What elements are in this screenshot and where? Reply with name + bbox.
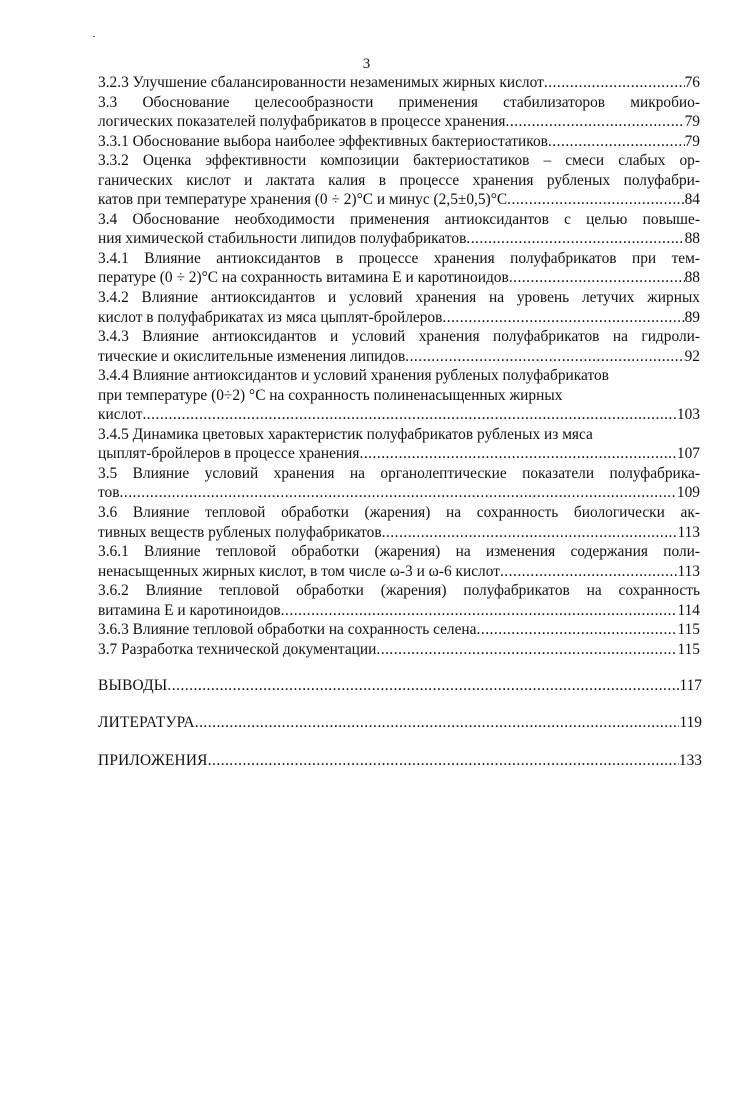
toc-entry-line: логических показателей полуфабрикатов в процессе хранения [98, 113, 506, 131]
toc-entry-line: ганических кислот и лактата калия в процессе хранения рубленых полуфабри- [98, 171, 700, 189]
section-title: ПРИЛОЖЕНИЯ [98, 752, 208, 769]
toc-entry-3-6-1[interactable] [98, 542, 700, 581]
toc-entry-page: 115 [677, 640, 700, 658]
dot-leader [544, 73, 685, 93]
toc-entry-line: тивных веществ рубленых полуфабрикатов [98, 523, 382, 541]
dot-leader [466, 229, 684, 249]
toc-entry-line: 3.5 Влияние условий хранения на органолептические показатели полуфабрика- [98, 464, 700, 482]
toc-entry-title: 3.6.3 Влияние тепловой обработки на сохранность селена [98, 621, 477, 639]
toc-entry-page: 107 [676, 445, 700, 463]
toc-entry-3-4-3[interactable] [98, 327, 700, 366]
scan-speck [93, 36, 95, 37]
section-title: ВЫВОДЫ [98, 677, 168, 694]
toc-entry-line: 3.3 Обоснование целесообразности применения стабилизаторов микробио- [98, 93, 700, 111]
dot-leader [405, 347, 684, 367]
toc-entry-title: 3.2.3 Улучшение сбалансированности незаменимых жирных кислот [98, 74, 544, 91]
toc-entry-3-5[interactable] [98, 464, 700, 503]
dot-leader [281, 601, 678, 621]
section-page: 119 [679, 714, 702, 731]
toc-entry-title: 3.7 Разработка технической документации [98, 640, 377, 658]
section-page: 117 [679, 677, 702, 694]
toc-entry-line: катов при температуре хранения (0 ÷ 2)°С и минус (2,5±0,5)°С [98, 191, 508, 209]
dot-leader [208, 752, 679, 770]
dot-leader [382, 523, 678, 543]
toc-entry-page: 79 [684, 132, 700, 150]
toc-entry-line: 3.4.1 Влияние антиоксидантов в процессе хранения полуфабрикатов при тем- [98, 249, 700, 267]
toc-entry-3-3-1[interactable] [98, 132, 700, 152]
toc-entry-line: витамина Е и каротиноидов [98, 601, 281, 619]
toc-entry-3-4-4[interactable] [98, 366, 700, 425]
toc-entry-3-4-1[interactable] [98, 249, 700, 288]
toc-entry-line: тические и окислительные изменения липидов [98, 347, 406, 365]
toc-entry-title: 3.3.1 Обоснование выбора наиболее эффективных бактериостатиков [98, 132, 548, 150]
toc-entry-page: 103 [676, 406, 700, 424]
toc-entry-3-4[interactable] [98, 210, 700, 249]
toc-entry-page: 92 [684, 347, 700, 365]
toc-entry-page: 88 [684, 230, 700, 248]
toc-entry-page: 114 [677, 601, 700, 619]
toc-entry-line: ненасыщенных жирных кислот, в том числе ω-3 и ω-6 кислот [98, 562, 500, 580]
toc-entry-3-6-2[interactable] [98, 581, 700, 620]
section-page: 133 [678, 752, 702, 769]
dot-leader [195, 714, 680, 732]
toc-entry-line: 3.4.4 Влияние антиоксидантов и условий хранения рубленых полуфабрикатов [98, 367, 609, 385]
toc-entry-page: 113 [677, 523, 700, 541]
toc-entry-page: 109 [676, 484, 700, 502]
dot-leader [507, 190, 684, 210]
toc-entry-3-3[interactable] [98, 93, 700, 132]
toc-entry-line: ния химической стабильности липидов полуфабрикатов [98, 230, 467, 248]
toc-entry-page: 115 [677, 621, 700, 639]
toc-entry-page: 84 [684, 191, 700, 209]
dot-leader [142, 405, 676, 425]
dot-leader [509, 268, 685, 288]
toc-entry-page: 113 [677, 562, 700, 580]
dot-leader [500, 562, 678, 582]
toc-entry-3-4-5[interactable] [98, 425, 700, 464]
toc-entry-line: 3.6.1 Влияние тепловой обработки (жарения) на изменения содержания поли- [98, 543, 700, 561]
toc-entry-line: при температуре (0÷2) °С на сохранность полиненасыщенных жирных [98, 386, 563, 404]
dot-leader [506, 112, 685, 132]
dot-leader [548, 132, 685, 152]
toc-entry-3-3-2[interactable] [98, 151, 700, 210]
toc-entry-line: тов [98, 484, 120, 502]
dot-leader [442, 308, 684, 328]
dot-leader [477, 620, 678, 640]
page-number: 3 [362, 56, 371, 72]
toc-entry-page: 88 [684, 269, 700, 287]
toc-entry-line: 3.6.2 Влияние тепловой обработки (жарения) полуфабрикатов на сохранность [98, 582, 700, 600]
toc-entry-line: кислот в полуфабрикатах из мяса цыплят-бройлеров [98, 308, 443, 326]
toc-section-appendices[interactable] [98, 752, 702, 770]
section-title: ЛИТЕРАТУРА [98, 714, 195, 731]
toc-entry-3-2-3[interactable] [98, 73, 700, 93]
toc-section-literature[interactable] [98, 714, 702, 732]
dot-leader [120, 483, 677, 503]
toc-entry-page: 79 [684, 113, 700, 131]
toc-entry-line: пературе (0 ÷ 2)°С на сохранность витамина Е и каротиноидов [98, 269, 509, 287]
dot-leader [376, 640, 677, 660]
toc-entry-3-4-2[interactable] [98, 288, 700, 327]
toc-entry-3-6[interactable] [98, 503, 700, 542]
toc-entry-line: 3.4.3 Влияние антиоксидантов и условий хранения полуфабрикатов на гидроли- [98, 328, 700, 346]
toc-entry-line: 3.4.2 Влияние антиоксидантов и условий хранения на уровень летучих жирных [98, 289, 700, 307]
table-of-contents [98, 73, 700, 659]
toc-entry-line: 3.4.5 Динамика цветовых характеристик полуфабрикатов рубленых из мяса [98, 425, 593, 443]
toc-entry-3-6-3[interactable] [98, 620, 700, 640]
dot-leader [359, 444, 676, 464]
toc-entry-line: кислот [98, 406, 143, 424]
toc-entry-line: 3.3.2 Оценка эффективности композиции бактериостатиков – смеси слабых ор- [98, 152, 700, 170]
toc-entry-page: 76 [684, 74, 700, 91]
dot-leader [167, 677, 679, 695]
toc-entry-page: 89 [684, 308, 700, 326]
toc-entry-3-7[interactable] [98, 640, 700, 660]
toc-entry-line: 3.4 Обоснование необходимости применения антиоксидантов с целью повыше- [98, 210, 700, 228]
toc-section-conclusions[interactable] [98, 677, 702, 695]
toc-entry-line: цыплят-бройлеров в процессе хранения [98, 445, 360, 463]
toc-entry-line: 3.6 Влияние тепловой обработки (жарения) на сохранность биологически ак- [98, 504, 700, 522]
